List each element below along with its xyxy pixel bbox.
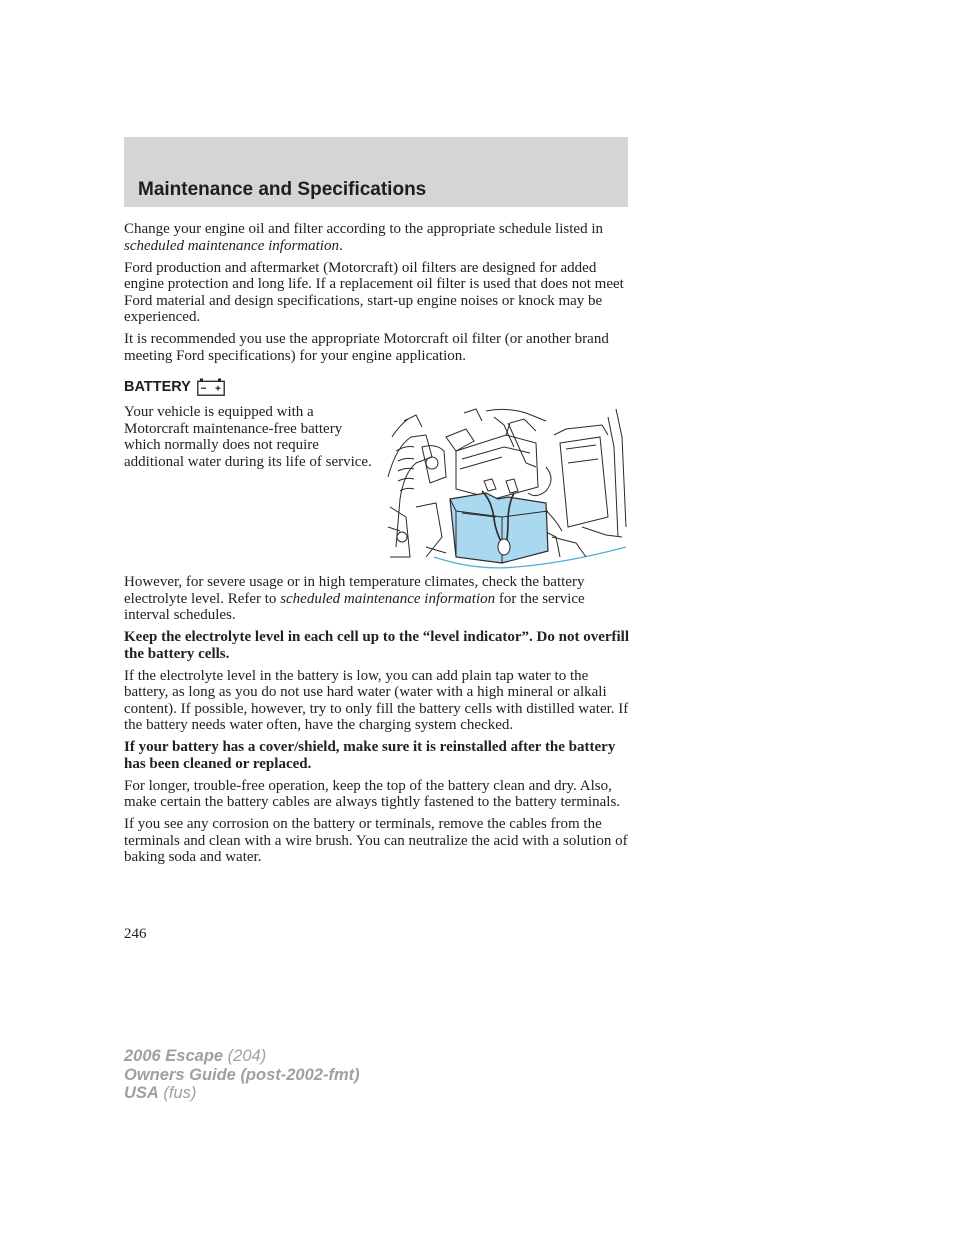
intro-paragraph-2: Ford production and aftermarket (Motorcraft) oil filters are designed for added engine protection and long life. If a replacement oil filter is used that does not meet Ford material and design specifications, start-up engine noises or knock may be experienced. <box>124 259 624 325</box>
warning-electrolyte: Keep the electrolyte level in each cell up to the “level indicator”. Do not overfill the battery cells. <box>124 629 630 662</box>
footer-line-guide: Owners Guide (post-2002-fmt) <box>124 1065 360 1084</box>
battery-icon <box>197 378 225 396</box>
reference-link-text: scheduled maintenance information <box>280 590 496 607</box>
battery-paragraph-4: For longer, trouble-free operation, keep the top of the battery clean and dry. Also, make certain the battery cables are always tightly fastened to the battery terminals. <box>124 777 621 810</box>
battery-heading-label: BATTERY <box>124 378 191 395</box>
intro-paragraph-1: Change your engine oil and filter according to the appropriate schedule listed in scheduled maintenance information. <box>124 221 604 254</box>
page-number: 246 <box>124 926 147 942</box>
footer-line-model: 2006 Escape (204) <box>124 1047 267 1065</box>
battery-paragraph-2: However, for severe usage or in high temperature climates, check the battery electrolyte level. Refer to scheduled maintenance information for the service interval schedules. <box>124 574 585 623</box>
battery-paragraph-3: If the electrolyte level in the battery is low, you can add plain tap water to the battery, as long as you do not use hard water (water with a high mineral or alkali content). If possible, however, try to only fill the battery cells with distilled water. If the battery needs water often, have the charging system checked. <box>124 667 629 733</box>
battery-intro-block <box>124 404 376 574</box>
battery-paragraph-5: If you see any corrosion on the battery or terminals, remove the cables from the terminals and clean with a wire brush. You can neutralize the acid with a solution of baking soda and water. <box>124 816 628 865</box>
battery-paragraph-1: Your vehicle is equipped with a Motorcraft maintenance-free battery which normally does not require additional water during its life of service. <box>124 404 372 470</box>
section-title: Maintenance and Specifications <box>138 179 427 200</box>
engine-battery-illustration <box>386 407 629 572</box>
section-header-band <box>124 137 628 207</box>
document-footer <box>124 1047 360 1103</box>
footer-line-market: USA (fus) <box>124 1084 197 1102</box>
battery-heading <box>124 378 630 396</box>
reference-link-text: scheduled maintenance information <box>124 237 339 254</box>
intro-paragraph-3: It is recommended you use the appropriate Motorcraft oil filter (or another brand meeting Ford specifications) for your engine application. <box>124 331 609 364</box>
warning-cover-shield: If your battery has a cover/shield, make sure it is reinstalled after the battery has been cleaned or replaced. <box>124 739 616 772</box>
